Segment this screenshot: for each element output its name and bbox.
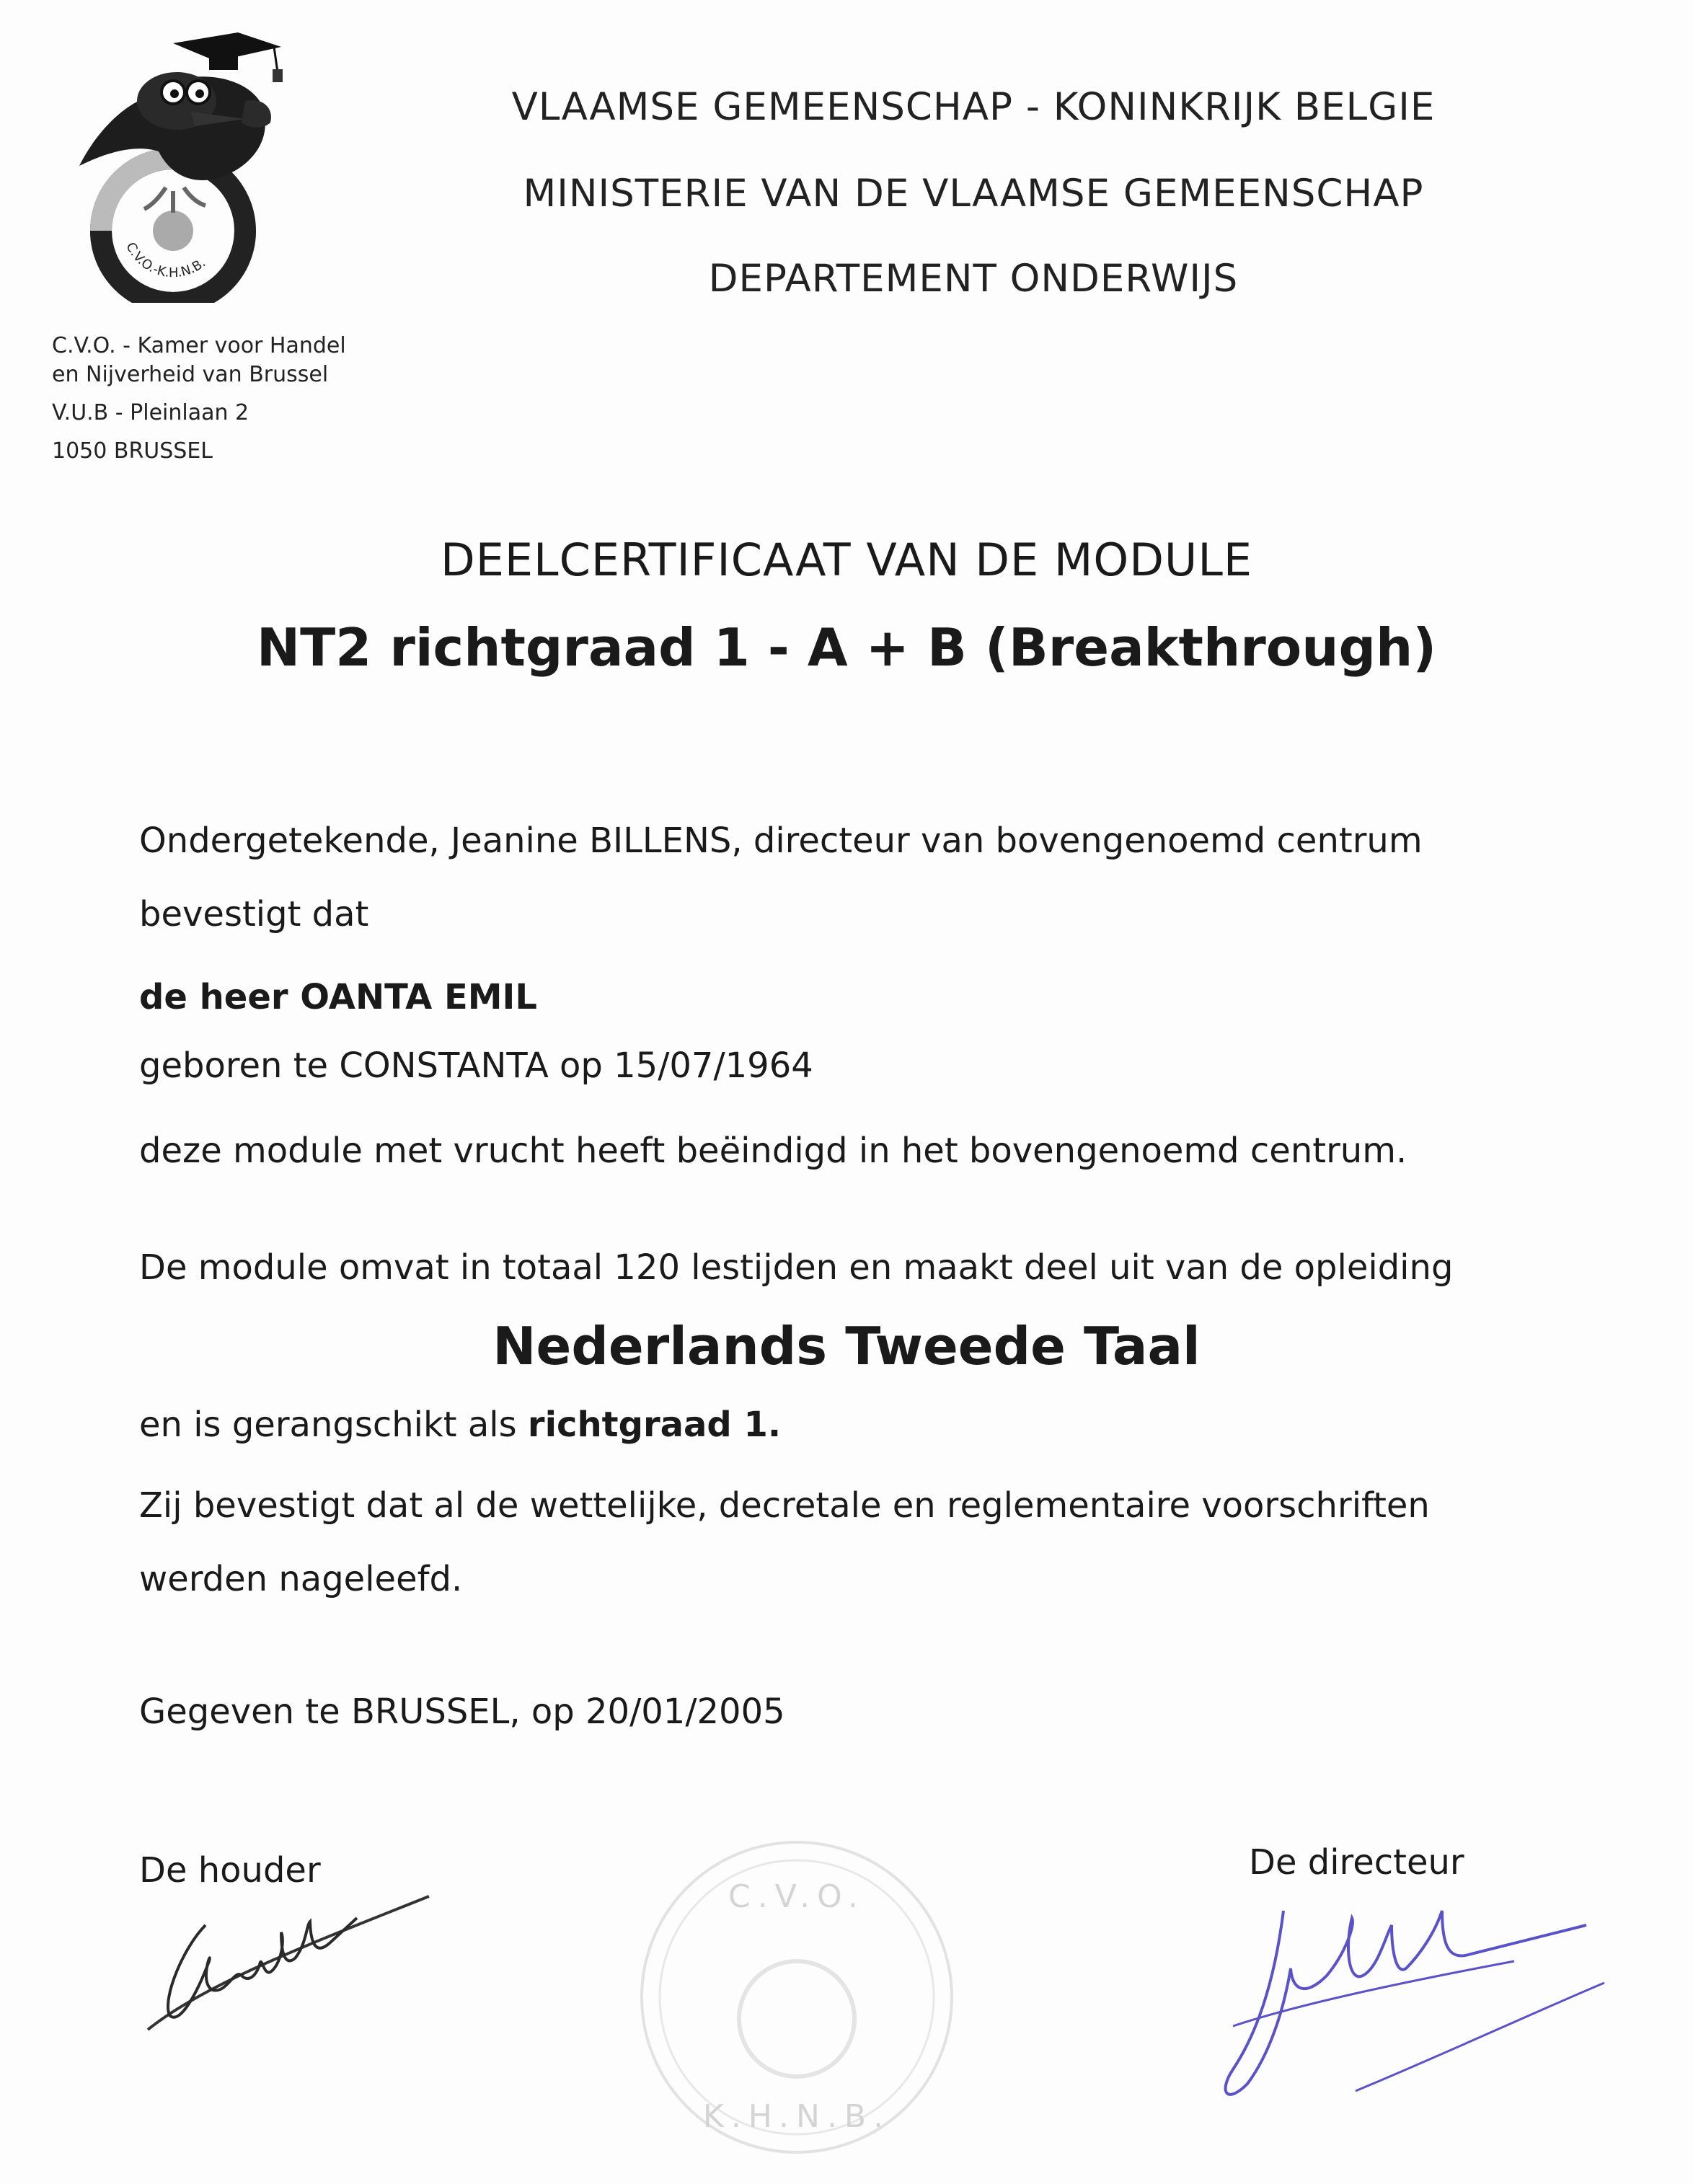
svg-text:C.V.O.-K.H.N.B.: C.V.O.-K.H.N.B. (123, 239, 209, 281)
completion-statement: deze module met vrucht heeft beëindigd in het bovengenoemd centrum. (139, 1131, 1407, 1171)
course-name: Nederlands Tweede Taal (492, 1316, 1201, 1376)
director-signature (1211, 1882, 1615, 2120)
embossed-seal (631, 1824, 963, 2170)
holder-label: De houder (139, 1850, 321, 1891)
address-line-2: en Nijverheid van Brussel (52, 362, 329, 387)
header-line-1: VLAAMSE GEMEENSCHAP - KONINKRIJK BELGIE (511, 85, 1436, 129)
intro-line-2: bevestigt dat (139, 894, 369, 934)
school-logo (65, 14, 324, 303)
graduate-bird-icon (65, 14, 324, 303)
address-line-4: 1050 BRUSSEL (52, 438, 213, 464)
holder-signature (141, 1875, 443, 2048)
rank-line (139, 1405, 781, 1445)
holder-name: de heer OANTA EMIL (139, 977, 537, 1017)
confirm-line-2: werden nageleefd. (139, 1559, 463, 1599)
svg-text:C.V.O.: C.V.O. (728, 1878, 865, 1915)
module-name: NT2 richtgraad 1 - A + B (Breakthrough) (256, 617, 1437, 678)
birth-info: geboren te CONSTANTA op 15/07/1964 (139, 1045, 813, 1086)
director-label: De directeur (1249, 1842, 1464, 1883)
address-line-1: C.V.O. - Kamer voor Handel (52, 333, 346, 358)
confirm-line-1: Zij bevestigt dat al de wettelijke, decretale en reglementaire voorschriften (139, 1485, 1430, 1526)
rank-value: richtgraad 1. (527, 1405, 782, 1445)
certificate-title: DEELCERTIFICAAT VAN DE MODULE (440, 534, 1253, 586)
rank-prefix: en is gerangschikt als (139, 1405, 517, 1445)
module-info: De module omvat in totaal 120 lestijden en maakt deel uit van de opleiding (139, 1247, 1454, 1288)
address-line-3: V.U.B - Pleinlaan 2 (52, 400, 249, 425)
header-line-2: MINISTERIE VAN DE VLAAMSE GEMEENSCHAP (523, 172, 1424, 216)
header-line-3: DEPARTEMENT ONDERWIJS (708, 257, 1239, 301)
svg-text:K.H.N.B.: K.H.N.B. (702, 2098, 891, 2135)
intro-line-1: Ondergetekende, Jeanine BILLENS, directeur van bovengenoemd centrum (139, 821, 1423, 861)
issue-place-date: Gegeven te BRUSSEL, op 20/01/2005 (139, 1692, 785, 1732)
